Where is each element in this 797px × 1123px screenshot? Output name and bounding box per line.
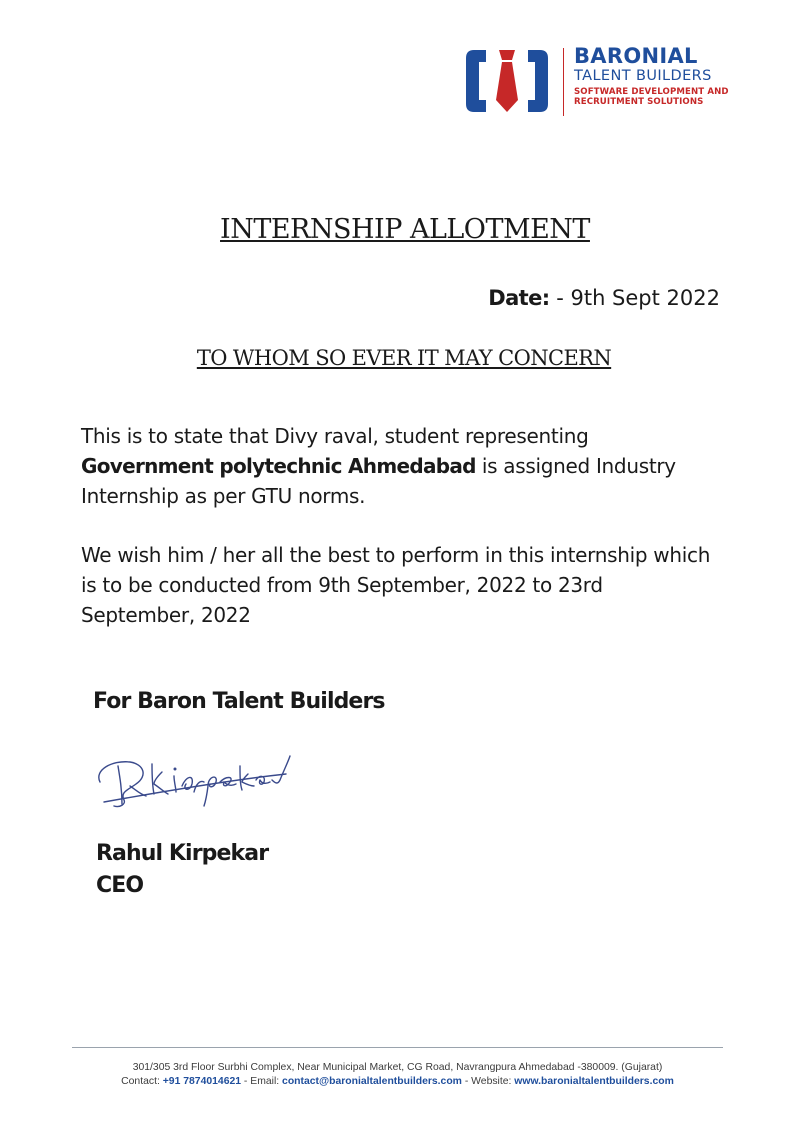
salutation-heading: TO WHOM SO EVER IT MAY CONCERN (196, 346, 612, 370)
document-date (488, 286, 720, 310)
footer-website-link[interactable]: www.baronialtalentbuilders.com (514, 1076, 674, 1087)
baronial-logo-mark-icon (462, 46, 554, 116)
document-title: INTERNSHIP ALLOTMENT (220, 214, 590, 245)
college-name: Government polytechnic Ahmedabad (81, 454, 476, 478)
footer-contact-label: Contact: (121, 1076, 163, 1087)
body-paragraph-1 (81, 421, 721, 511)
footer-contact-line (72, 1075, 723, 1089)
para1-text-start: This is to state that Divy raval, student representing (81, 424, 589, 448)
date-label: Date: (488, 286, 550, 310)
company-logo (462, 44, 762, 120)
logo-tagline-2: RECRUITMENT SOLUTIONS (574, 97, 704, 107)
footer-email-link[interactable]: contact@baronialtalentbuilders.com (282, 1076, 462, 1087)
footer-phone: +91 7874014621 (162, 1076, 242, 1087)
footer (72, 1061, 723, 1089)
signer-role: CEO (96, 873, 144, 898)
date-value: - 9th Sept 2022 (549, 286, 720, 310)
logo-brand-name: BARONIAL (574, 44, 698, 68)
footer-address: 301/305 3rd Floor Surbhi Complex, Near Municipal Market, CG Road, Navrangpura Ahmedabad -380009. (Gujarat) (132, 1062, 663, 1073)
footer-email-label: - Email: (241, 1076, 283, 1087)
logo-tagline-1: SOFTWARE DEVELOPMENT AND (574, 87, 729, 97)
signoff-company: For Baron Talent Builders (93, 689, 385, 714)
footer-divider (72, 1047, 723, 1048)
footer-website-label: - Website: (461, 1076, 515, 1087)
logo-brand-sub: TALENT BUILDERS (574, 68, 712, 84)
logo-separator (563, 48, 564, 116)
para1-text-end: is assigned Industry Internship as per GTU norms. (81, 454, 676, 508)
logo-wordmark (574, 44, 729, 107)
body-paragraph-2: We wish him / her all the best to perform in this internship which is to be conducted from 9th September, 2022 to 23rd September, 2022 (81, 543, 711, 627)
handwritten-signature-icon (90, 740, 300, 812)
signer-name: Rahul Kirpekar (96, 841, 269, 866)
